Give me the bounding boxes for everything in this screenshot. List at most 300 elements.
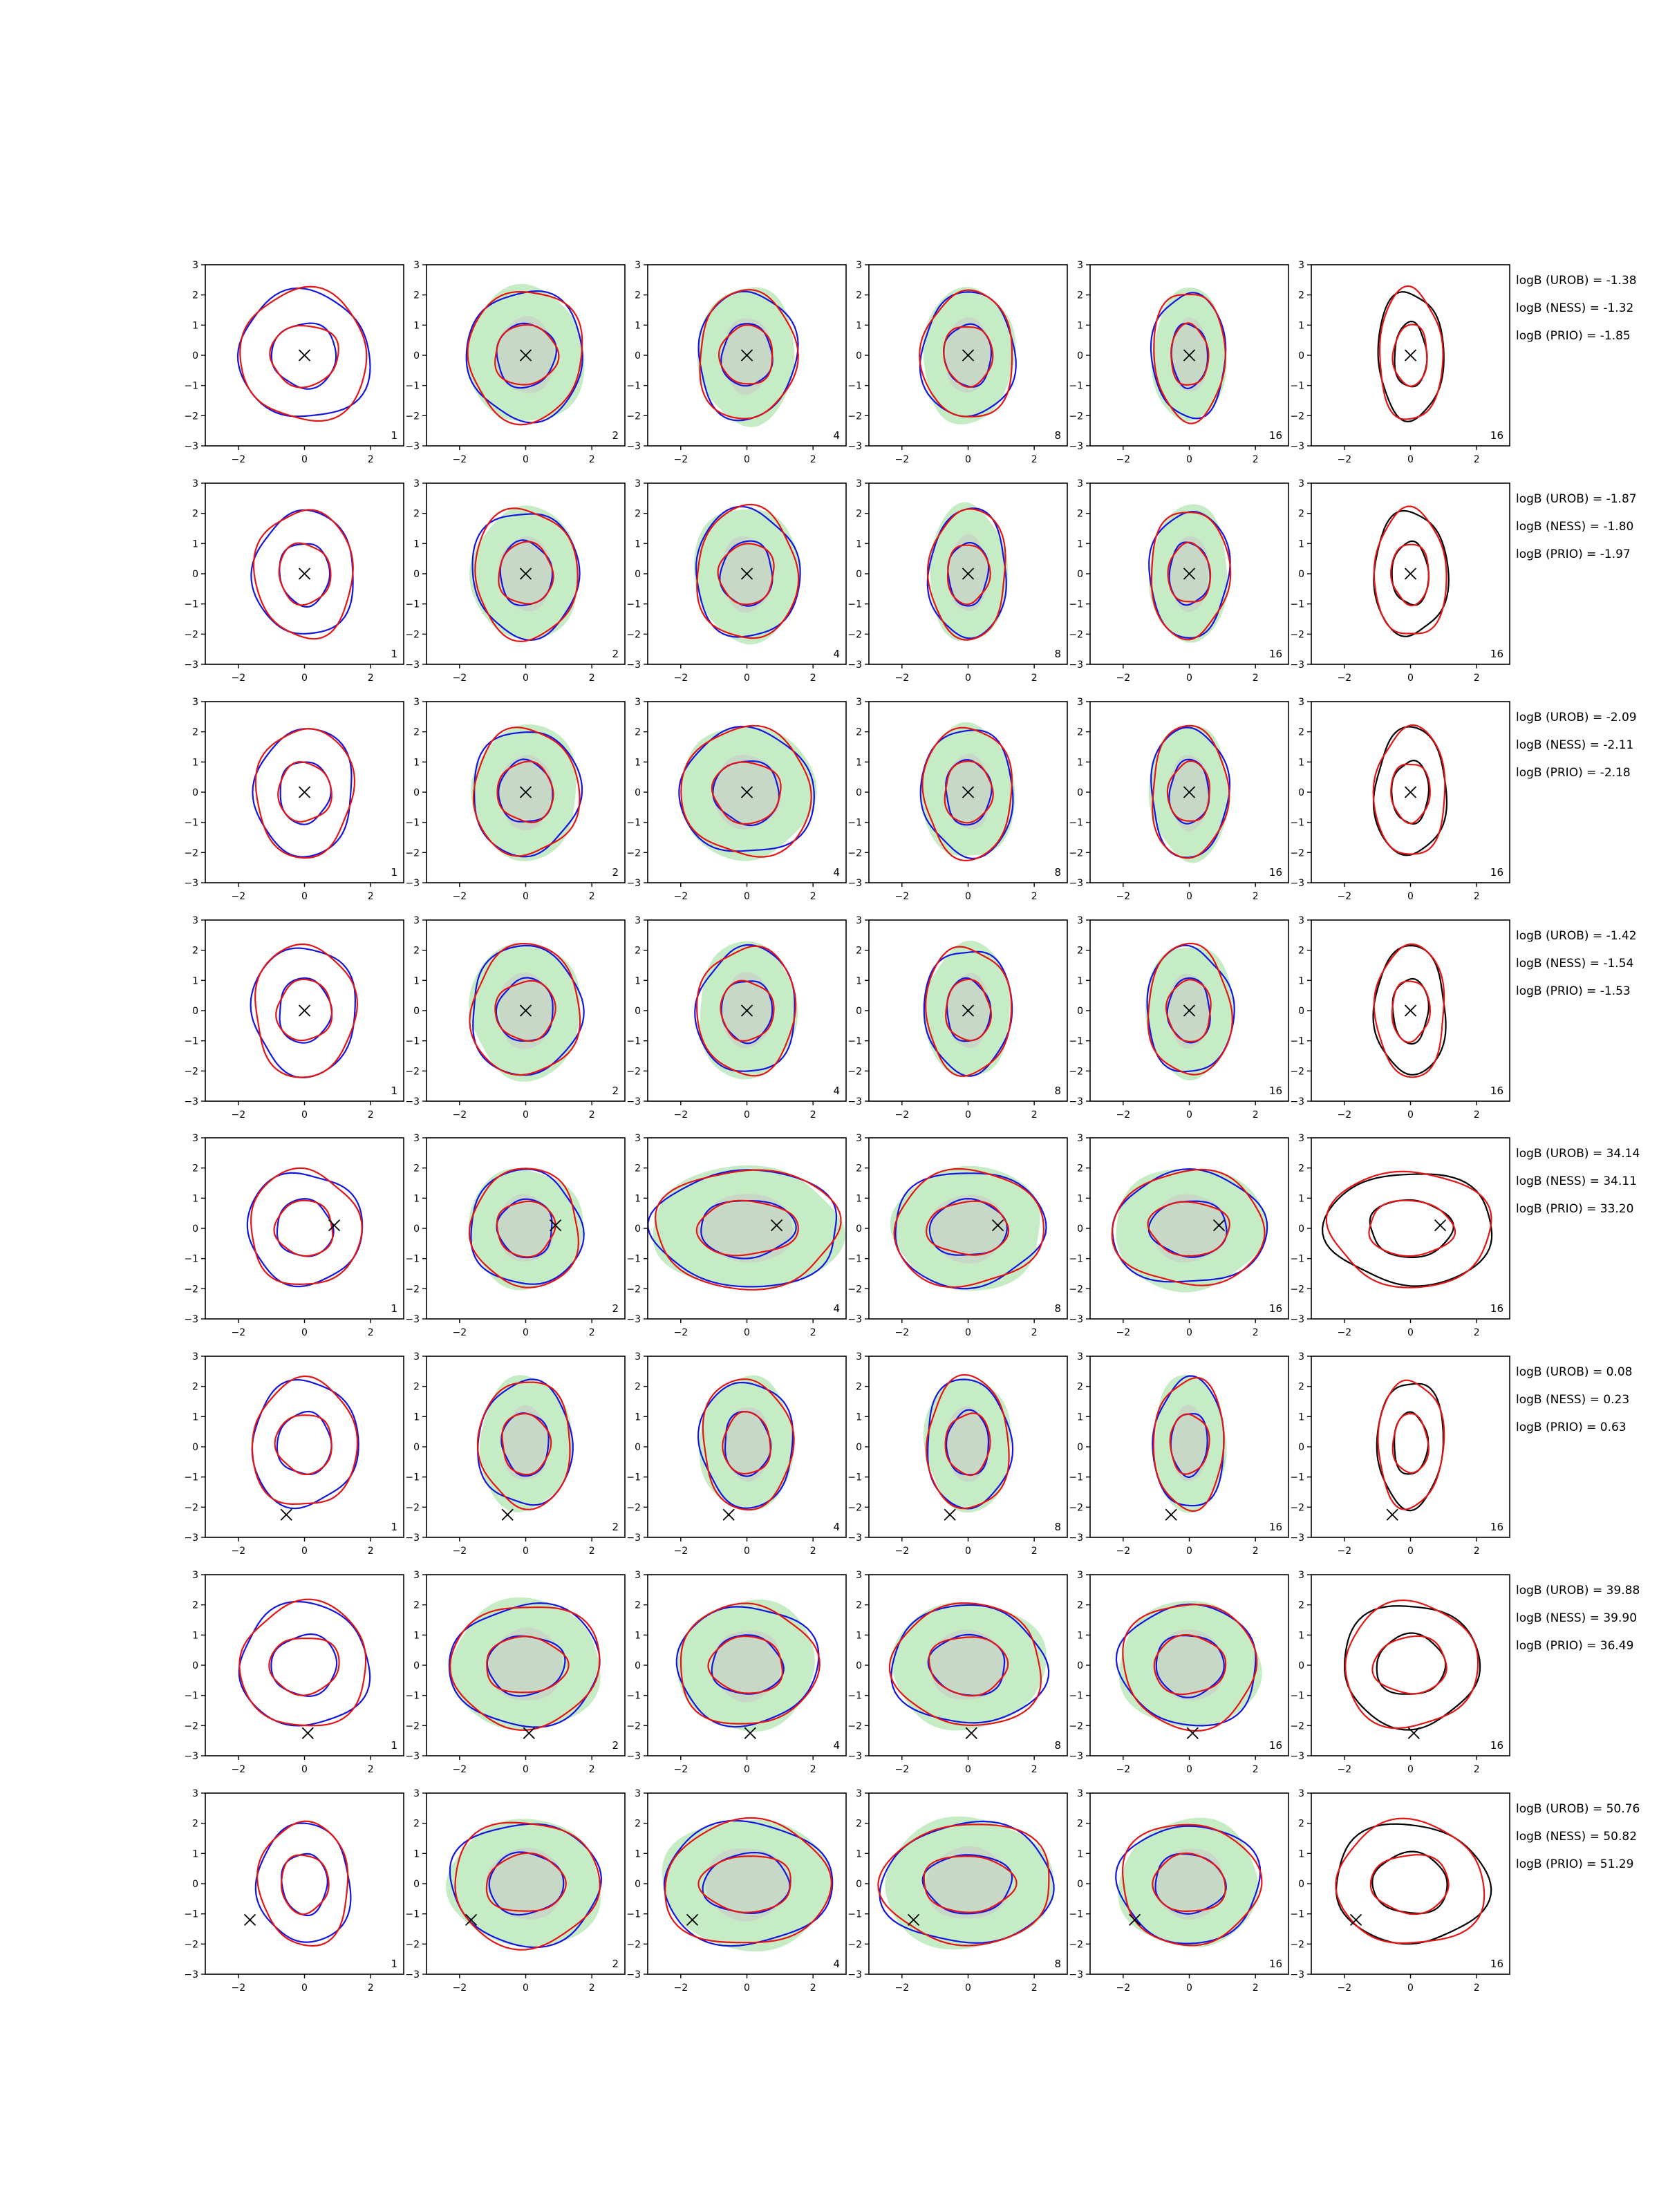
x-tick-label: −2 [231, 1983, 246, 1994]
y-tick-label: 3 [192, 915, 198, 926]
y-tick-label: −3 [405, 1096, 420, 1107]
panel-count-label: 1 [391, 1302, 397, 1315]
y-tick-label: 2 [1077, 290, 1083, 301]
x-tick-label: −2 [894, 454, 910, 465]
x-tick-label: 2 [588, 454, 595, 465]
x-tick-label: 2 [367, 891, 374, 902]
x-tick-label: −2 [231, 891, 246, 902]
panel-count-label: 2 [612, 648, 619, 660]
logb-annotation: logB (PRIO) = -1.85 [1516, 329, 1631, 343]
y-tick-label: 0 [856, 1879, 862, 1890]
y-tick-label: −3 [184, 1533, 198, 1544]
y-tick-label: 1 [635, 1630, 641, 1642]
y-tick-label: −3 [1069, 1314, 1083, 1325]
x-tick-label: −2 [1337, 454, 1352, 465]
y-tick-label: −1 [405, 380, 420, 392]
y-tick-label: 0 [1077, 1660, 1083, 1671]
y-tick-label: −3 [405, 659, 420, 671]
y-tick-label: 1 [192, 975, 198, 987]
y-tick-label: 3 [413, 1133, 420, 1144]
y-tick-label: −1 [1290, 380, 1304, 392]
y-tick-label: 0 [413, 1660, 420, 1671]
y-tick-label: 2 [413, 290, 420, 301]
y-tick-label: 2 [192, 1381, 198, 1393]
y-tick-label: −2 [847, 411, 862, 422]
x-tick-label: 2 [588, 1983, 595, 1994]
y-tick-label: 0 [1077, 1006, 1083, 1017]
y-tick-label: 1 [856, 757, 862, 769]
y-tick-label: 3 [1077, 1133, 1083, 1144]
y-tick-label: 1 [1077, 757, 1083, 769]
panel-count-label: 2 [612, 429, 619, 442]
y-tick-label: −2 [847, 1502, 862, 1514]
y-tick-label: 2 [1298, 1381, 1304, 1393]
y-tick-label: 1 [413, 538, 420, 550]
y-tick-label: 2 [1298, 1163, 1304, 1174]
y-tick-label: −3 [626, 441, 641, 452]
x-tick-label: 2 [588, 1546, 595, 1557]
x-tick-label: −2 [894, 891, 910, 902]
logb-annotation: logB (PRIO) = -1.53 [1516, 984, 1631, 998]
y-tick-label: 1 [192, 757, 198, 769]
x-tick-label: 0 [1186, 1327, 1192, 1338]
y-tick-label: −2 [1290, 1502, 1304, 1514]
y-tick-label: 1 [1298, 1630, 1304, 1642]
x-tick-label: 0 [523, 673, 529, 684]
panel-count-label: 16 [1268, 1085, 1282, 1097]
y-tick-label: −3 [626, 1969, 641, 1980]
y-tick-label: 3 [413, 1570, 420, 1581]
x-tick-label: 0 [1186, 454, 1192, 465]
panel-count-label: 16 [1490, 1521, 1503, 1533]
x-tick-label: 2 [1031, 1109, 1038, 1121]
panel-count-label: 16 [1268, 1521, 1282, 1533]
y-tick-label: −1 [184, 1690, 198, 1702]
y-tick-label: 3 [413, 697, 420, 708]
y-tick-label: −2 [847, 847, 862, 859]
y-tick-label: 0 [192, 350, 198, 362]
y-tick-label: −1 [405, 1909, 420, 1920]
y-tick-label: −1 [1290, 599, 1304, 610]
y-tick-label: 2 [856, 1163, 862, 1174]
x-tick-label: 2 [1252, 673, 1259, 684]
x-tick-label: 2 [367, 1327, 374, 1338]
panel-count-label: 4 [833, 648, 840, 660]
y-tick-label: 3 [635, 478, 641, 489]
y-tick-label: 2 [413, 1381, 420, 1393]
y-tick-label: −3 [405, 441, 420, 452]
x-tick-label: −2 [231, 1327, 246, 1338]
y-tick-label: −1 [405, 1035, 420, 1047]
logb-annotation: logB (PRIO) = -1.97 [1516, 547, 1631, 561]
y-tick-label: −3 [1069, 1533, 1083, 1544]
y-tick-label: 1 [1077, 538, 1083, 550]
x-tick-label: −2 [231, 1764, 246, 1775]
x-tick-label: 0 [965, 673, 971, 684]
panel-count-label: 8 [1054, 1958, 1061, 1970]
panel-count-label: 4 [833, 866, 840, 879]
y-tick-label: 1 [1077, 1630, 1083, 1642]
x-tick-label: 0 [1186, 1109, 1192, 1121]
x-tick-label: 2 [1031, 1327, 1038, 1338]
y-tick-label: −1 [1290, 1035, 1304, 1047]
x-tick-label: −2 [894, 1109, 910, 1121]
panel-count-label: 1 [391, 648, 397, 660]
y-tick-label: 2 [1077, 1600, 1083, 1611]
y-tick-label: −1 [626, 1035, 641, 1047]
y-tick-label: 2 [1077, 945, 1083, 957]
y-tick-label: 2 [192, 290, 198, 301]
y-tick-label: −2 [405, 847, 420, 859]
panel-count-label: 16 [1268, 1958, 1282, 1970]
y-tick-label: 1 [856, 1412, 862, 1423]
y-tick-label: −1 [1069, 1035, 1083, 1047]
logb-annotation: logB (UROB) = 34.14 [1516, 1147, 1640, 1161]
y-tick-label: −2 [405, 1721, 420, 1732]
y-tick-label: 3 [1077, 697, 1083, 708]
y-tick-label: −2 [1069, 847, 1083, 859]
x-tick-label: 2 [588, 1109, 595, 1121]
y-tick-label: 2 [856, 508, 862, 520]
y-tick-label: 2 [1077, 508, 1083, 520]
y-tick-label: −2 [626, 411, 641, 422]
x-tick-label: 0 [744, 891, 750, 902]
y-tick-label: −2 [184, 411, 198, 422]
x-tick-label: −2 [452, 1764, 467, 1775]
x-tick-label: −2 [452, 454, 467, 465]
y-tick-label: 3 [1298, 260, 1304, 271]
x-tick-label: 2 [1473, 1983, 1480, 1994]
y-tick-label: −1 [1069, 817, 1083, 829]
y-tick-label: −1 [405, 817, 420, 829]
y-tick-label: 2 [1298, 727, 1304, 738]
y-tick-label: −3 [626, 659, 641, 671]
logb-annotation: logB (UROB) = -1.42 [1516, 929, 1637, 943]
y-tick-label: 1 [635, 757, 641, 769]
y-tick-label: −2 [626, 847, 641, 859]
x-tick-label: 0 [965, 1109, 971, 1121]
x-tick-label: −2 [673, 1546, 688, 1557]
y-tick-label: −3 [1290, 441, 1304, 452]
y-tick-label: −3 [626, 878, 641, 889]
y-tick-label: 3 [635, 1351, 641, 1362]
y-tick-label: −2 [1290, 1939, 1304, 1951]
panel-count-label: 8 [1054, 429, 1061, 442]
y-tick-label: 1 [1077, 1193, 1083, 1205]
y-tick-label: −1 [1069, 1472, 1083, 1483]
y-tick-label: −1 [847, 1472, 862, 1483]
y-tick-label: −1 [847, 1035, 862, 1047]
y-tick-label: 2 [635, 1818, 641, 1830]
x-tick-label: 0 [301, 1546, 308, 1557]
panel-count-label: 1 [391, 1958, 397, 1970]
x-tick-label: −2 [452, 891, 467, 902]
y-tick-label: 2 [1298, 290, 1304, 301]
x-tick-label: 2 [1031, 891, 1038, 902]
x-tick-label: 0 [1407, 1109, 1414, 1121]
y-tick-label: −3 [405, 1751, 420, 1762]
y-tick-label: 0 [856, 569, 862, 580]
y-tick-label: −3 [405, 878, 420, 889]
y-tick-label: 1 [1077, 1412, 1083, 1423]
y-tick-label: −1 [1290, 1909, 1304, 1920]
y-tick-label: 0 [413, 350, 420, 362]
y-tick-label: 2 [413, 727, 420, 738]
y-tick-label: 3 [635, 260, 641, 271]
y-tick-label: 2 [192, 727, 198, 738]
x-tick-label: −2 [1116, 673, 1131, 684]
x-tick-label: 2 [1473, 1327, 1480, 1338]
y-tick-label: 0 [1077, 569, 1083, 580]
x-tick-label: 0 [301, 1764, 308, 1775]
y-tick-label: 0 [192, 787, 198, 798]
x-tick-label: 0 [301, 454, 308, 465]
y-tick-label: 2 [192, 1163, 198, 1174]
logb-annotation: logB (PRIO) = 0.63 [1516, 1421, 1627, 1434]
panel-count-label: 1 [391, 866, 397, 879]
x-tick-label: −2 [231, 1109, 246, 1121]
x-tick-label: 0 [1186, 1983, 1192, 1994]
logb-annotation: logB (UROB) = 0.08 [1516, 1365, 1633, 1379]
x-tick-label: 0 [1186, 1764, 1192, 1775]
y-tick-label: −3 [405, 1533, 420, 1544]
y-tick-label: 3 [192, 260, 198, 271]
x-tick-label: 0 [1407, 891, 1414, 902]
x-tick-label: 2 [809, 673, 816, 684]
y-tick-label: −2 [1069, 1502, 1083, 1514]
y-tick-label: 3 [1298, 478, 1304, 489]
y-tick-label: 3 [413, 915, 420, 926]
y-tick-label: 2 [1298, 508, 1304, 520]
y-tick-label: −1 [626, 1909, 641, 1920]
y-tick-label: 1 [192, 538, 198, 550]
y-tick-label: −2 [1290, 847, 1304, 859]
y-tick-label: 0 [856, 1224, 862, 1235]
y-tick-label: 1 [1298, 538, 1304, 550]
x-tick-label: 0 [1186, 1546, 1192, 1557]
y-tick-label: −1 [184, 817, 198, 829]
y-tick-label: 1 [635, 320, 641, 332]
x-tick-label: 0 [1407, 1983, 1414, 1994]
x-tick-label: −2 [894, 1327, 910, 1338]
y-tick-label: 0 [1298, 350, 1304, 362]
y-tick-label: 1 [1077, 975, 1083, 987]
y-tick-label: −2 [1069, 1721, 1083, 1732]
y-tick-label: −1 [1290, 1253, 1304, 1265]
y-tick-label: −2 [184, 1284, 198, 1295]
y-tick-label: 2 [1077, 1381, 1083, 1393]
y-tick-label: −3 [847, 1969, 862, 1980]
y-tick-label: 3 [1298, 1788, 1304, 1799]
x-tick-label: 0 [744, 1327, 750, 1338]
y-tick-label: 0 [413, 1224, 420, 1235]
panel-count-label: 2 [612, 1521, 619, 1533]
x-tick-label: 2 [1031, 673, 1038, 684]
x-tick-label: 0 [523, 454, 529, 465]
y-tick-label: 3 [192, 1133, 198, 1144]
y-tick-label: −3 [405, 1969, 420, 1980]
logb-annotation: logB (NESS) = -1.80 [1516, 520, 1634, 534]
y-tick-label: 1 [1077, 1848, 1083, 1860]
y-tick-label: 2 [192, 1818, 198, 1830]
y-tick-label: 1 [192, 1848, 198, 1860]
y-tick-label: 3 [192, 478, 198, 489]
y-tick-label: 3 [1298, 915, 1304, 926]
panel-count-label: 1 [391, 429, 397, 442]
y-tick-label: −1 [184, 1035, 198, 1047]
y-tick-label: 3 [413, 1351, 420, 1362]
y-tick-label: −2 [1069, 1939, 1083, 1951]
y-tick-label: 0 [1298, 1660, 1304, 1671]
y-tick-label: −3 [1069, 1969, 1083, 1980]
x-tick-label: −2 [1337, 1983, 1352, 1994]
logb-annotation: logB (UROB) = -1.87 [1516, 492, 1637, 506]
y-tick-label: −2 [184, 1939, 198, 1951]
y-tick-label: 1 [1298, 975, 1304, 987]
y-tick-label: −3 [1069, 441, 1083, 452]
x-tick-label: 0 [744, 1764, 750, 1775]
y-tick-label: 0 [1077, 1442, 1083, 1453]
x-tick-label: 2 [367, 673, 374, 684]
y-tick-label: −1 [847, 599, 862, 610]
y-tick-label: −2 [626, 1502, 641, 1514]
x-tick-label: −2 [1116, 454, 1131, 465]
y-tick-label: 2 [1077, 1163, 1083, 1174]
x-tick-label: −2 [452, 1109, 467, 1121]
y-tick-label: −1 [1069, 1253, 1083, 1265]
y-tick-label: 1 [856, 320, 862, 332]
panel-count-label: 16 [1268, 1739, 1282, 1752]
y-tick-label: 1 [1298, 320, 1304, 332]
x-tick-label: −2 [673, 1109, 688, 1121]
y-tick-label: 1 [856, 1630, 862, 1642]
y-tick-label: −2 [184, 1721, 198, 1732]
y-tick-label: −2 [626, 1939, 641, 1951]
y-tick-label: −1 [847, 1909, 862, 1920]
panel-count-label: 8 [1054, 1521, 1061, 1533]
x-tick-label: 0 [965, 1764, 971, 1775]
y-tick-label: −1 [184, 1472, 198, 1483]
panel-count-label: 1 [391, 1085, 397, 1097]
y-tick-label: −1 [405, 1690, 420, 1702]
y-tick-label: −1 [405, 1472, 420, 1483]
y-tick-label: −1 [847, 817, 862, 829]
y-tick-label: 0 [635, 1006, 641, 1017]
x-tick-label: 0 [744, 1546, 750, 1557]
panel-count-label: 16 [1490, 1085, 1503, 1097]
panel-count-label: 1 [391, 1739, 397, 1752]
y-tick-label: 1 [192, 320, 198, 332]
y-tick-label: 1 [856, 1848, 862, 1860]
y-tick-label: 0 [413, 787, 420, 798]
y-tick-label: 0 [192, 1006, 198, 1017]
y-tick-label: 3 [1077, 260, 1083, 271]
x-tick-label: 0 [1407, 673, 1414, 684]
y-tick-label: −3 [626, 1751, 641, 1762]
x-tick-label: −2 [894, 1764, 910, 1775]
y-tick-label: 1 [1298, 1412, 1304, 1423]
x-tick-label: 2 [1473, 454, 1480, 465]
x-tick-label: 0 [1186, 673, 1192, 684]
y-tick-label: −1 [1069, 599, 1083, 610]
x-tick-label: 2 [588, 891, 595, 902]
y-tick-label: −3 [847, 659, 862, 671]
x-tick-label: 0 [965, 1983, 971, 1994]
y-tick-label: 3 [1298, 1570, 1304, 1581]
x-tick-label: −2 [673, 454, 688, 465]
y-tick-label: −3 [1069, 878, 1083, 889]
logb-annotation: logB (NESS) = -1.32 [1516, 301, 1634, 315]
y-tick-label: 3 [413, 1788, 420, 1799]
panel-count-label: 2 [612, 1958, 619, 1970]
x-tick-label: 2 [1031, 1764, 1038, 1775]
y-tick-label: −1 [847, 1690, 862, 1702]
y-tick-label: −2 [1069, 411, 1083, 422]
y-tick-label: 2 [413, 1600, 420, 1611]
logb-annotation: logB (PRIO) = 33.20 [1516, 1202, 1634, 1216]
y-tick-label: 1 [413, 1193, 420, 1205]
y-tick-label: −1 [626, 599, 641, 610]
x-tick-label: 2 [1031, 1546, 1038, 1557]
y-tick-label: −3 [847, 1096, 862, 1107]
panel-count-label: 2 [612, 1739, 619, 1752]
panel-count-label: 16 [1268, 429, 1282, 442]
y-tick-label: 2 [856, 1381, 862, 1393]
y-tick-label: 0 [192, 1660, 198, 1671]
x-tick-label: −2 [1337, 673, 1352, 684]
y-tick-label: 2 [1298, 1818, 1304, 1830]
y-tick-label: 0 [1077, 350, 1083, 362]
x-tick-label: 0 [523, 1327, 529, 1338]
x-tick-label: 2 [809, 1109, 816, 1121]
y-tick-label: 2 [1077, 727, 1083, 738]
y-tick-label: −3 [847, 441, 862, 452]
panel-count-label: 8 [1054, 1302, 1061, 1315]
y-tick-label: −2 [184, 629, 198, 641]
y-tick-label: −3 [626, 1533, 641, 1544]
logb-annotation: logB (UROB) = -1.38 [1516, 274, 1637, 288]
y-tick-label: 1 [635, 1193, 641, 1205]
y-tick-label: −3 [1290, 878, 1304, 889]
y-tick-label: −2 [405, 1066, 420, 1078]
panel-count-label: 16 [1490, 429, 1503, 442]
y-tick-label: 0 [635, 1660, 641, 1671]
y-tick-label: 0 [1077, 787, 1083, 798]
x-tick-label: 2 [1252, 1327, 1259, 1338]
x-tick-label: 0 [523, 1983, 529, 1994]
panel-count-label: 16 [1268, 648, 1282, 660]
y-tick-label: −3 [847, 1314, 862, 1325]
x-tick-label: 0 [301, 1109, 308, 1121]
panel-count-label: 16 [1490, 1739, 1503, 1752]
y-tick-label: −2 [626, 1066, 641, 1078]
y-tick-label: 2 [413, 508, 420, 520]
y-tick-label: 0 [856, 1442, 862, 1453]
y-tick-label: 0 [856, 787, 862, 798]
y-tick-label: 2 [635, 727, 641, 738]
y-tick-label: 1 [413, 1630, 420, 1642]
y-tick-label: −3 [184, 878, 198, 889]
y-tick-label: 0 [413, 1006, 420, 1017]
y-tick-label: 0 [192, 569, 198, 580]
x-tick-label: 0 [965, 454, 971, 465]
panel-count-label: 8 [1054, 1085, 1061, 1097]
logb-annotation: logB (NESS) = 39.90 [1516, 1611, 1638, 1625]
y-tick-label: −3 [1290, 659, 1304, 671]
y-tick-label: 2 [856, 1818, 862, 1830]
x-tick-label: 2 [367, 1546, 374, 1557]
y-tick-label: −1 [626, 1690, 641, 1702]
